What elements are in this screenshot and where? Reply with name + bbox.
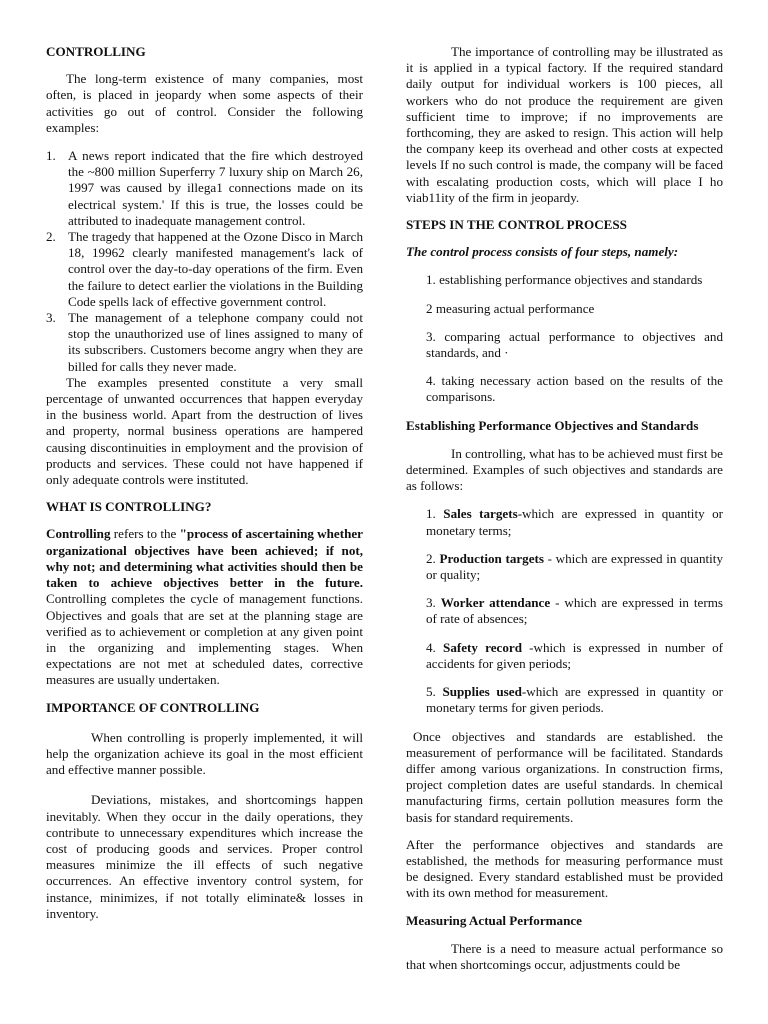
establishing-paragraph: In controlling, what has to be achieved must first be determined. Examples of such objectives and standards are as follows:	[406, 445, 723, 494]
definition-paragraph	[46, 526, 363, 688]
list-item-text: The tragedy that happened at the Ozone Disco in March 18, 19962 clearly manifested management's lack of control over the day-to-day operations of the firm. Even the failure to detect earlier the violations in the Building Code spells lack of effective government control.	[68, 229, 363, 309]
objective-text: - which are expressed in terms of rate of absences;	[426, 595, 723, 627]
objective-item	[426, 551, 723, 583]
importance-heading: IMPORTANCE OF CONTROLLING	[46, 699, 260, 715]
objective-number: 3.	[426, 595, 441, 611]
objective-term: Production targets	[439, 550, 544, 566]
right-column	[406, 44, 723, 973]
objective-term: Worker attendance	[440, 595, 551, 611]
list-item	[46, 310, 363, 375]
objective-text: -which are expressed in quantity or monetary terms;	[426, 506, 724, 538]
objective-term: Safety record	[443, 639, 522, 655]
objective-number: 1.	[426, 506, 444, 522]
list-item-text: A news report indicated that the fire which destroyed the ~800 million Superferry 7 luxury ship on March 26, 1997 was caused by illega1 connections made on its electrical system.' If this is true, the losses could be attributed to inadequate management control.	[68, 148, 363, 228]
definition-term: Controlling	[46, 526, 111, 542]
step-item: 1. establishing performance objectives and standards	[426, 272, 703, 288]
list-number: 1.	[46, 148, 56, 164]
after-paragraph: After the performance objectives and standards are established, the methods for measuring performance must be designed. Every standard established must be provided with its own method for measurement.	[406, 836, 723, 901]
list-number: 2.	[46, 229, 56, 245]
objective-number: 5.	[426, 684, 443, 700]
list-item	[46, 229, 363, 310]
measuring-heading: Measuring Actual Performance	[406, 912, 582, 928]
list-item-text: The management of a telephone company could not stop the unauthorized use of lines assigned to many of its subscribers. Customers become angry when they are billed for calls they never made.	[68, 310, 363, 374]
definition-bold: "process of ascertaining whether organizational objectives have been achieved; if not, why not; and determining what activities should then be taken to achieve objectives better in the future.	[46, 526, 363, 591]
objective-item	[426, 640, 723, 672]
objective-number: 4.	[426, 639, 444, 655]
what-is-controlling-heading: WHAT IS CONTROLLING?	[46, 499, 212, 515]
steps-intro: The control process consists of four steps, namely:	[406, 244, 679, 260]
steps-heading: STEPS IN THE CONTROL PROCESS	[406, 217, 627, 233]
left-column	[46, 44, 363, 922]
objective-text: -which are expressed in quantity or monetary terms for given periods.	[426, 684, 724, 716]
intro-paragraph: The long-term existence of many companies, most often, is placed in jeopardy when some aspects of their activities go out of control. Consider the following examples:	[46, 71, 363, 135]
examples-list	[46, 148, 363, 375]
factory-paragraph: The importance of controlling may be illustrated as it is applied in a typical factory. If the required standard daily output for individual workers is 100 pieces, all workers who do not produce the requirement are given sufficient time to improve; if no improvements are forthcoming, they are asked to resign. This action will help the company keep its overhead and other costs at expected levels If no such control is made, the company will be faced with escalating production costs, which will place I ho viab11ity of the firm in jeopardy.	[406, 44, 723, 205]
importance-paragraph-1: When controlling is properly implemented, it will help the organization achieve its goal in the most efficient and effective manner possible.	[46, 729, 363, 778]
step-item: 2 measuring actual performance	[426, 300, 595, 316]
objective-text: - which are expressed in quantity or quality;	[426, 550, 723, 583]
establishing-heading: Establishing Performance Objectives and Standards	[406, 417, 699, 433]
step-item: 4. taking necessary action based on the results of the comparisons.	[426, 373, 723, 405]
step-item: 3. comparing actual performance to objectives and standards, and ·	[426, 328, 723, 361]
objective-term: Sales targets	[443, 506, 518, 522]
objective-item	[426, 684, 723, 716]
once-paragraph: Once objectives and standards are established. the measurement of performance will be facilitated. Standards differ among various organizations. In construction firms, project completion dates are useful standards. ln chemical manufacturing firms, certain pollution measures form the basis for standard requirements.	[406, 728, 723, 825]
definition-refers: refers to the	[110, 526, 180, 542]
importance-paragraph-2: Deviations, mistakes, and shortcomings happen inevitably. When they occur in the daily operations, they contribute to unnecessary expenditures which increase the cost of producing goods and services. Proper control measures minimize the ill effects of such negative occurrences. An effective inventory control system, for instance, minimizes, if not totally eliminate& losses in inventory.	[46, 792, 363, 921]
objective-item	[426, 506, 723, 538]
measuring-paragraph: There is a need to measure actual performance so that when shortcomings occur, adjustments could be	[406, 940, 723, 972]
objective-text: -which is expressed in number of accidents for given periods;	[426, 639, 724, 671]
examples-summary: The examples presented constitute a very small percentage of unwanted occurrences that happen everyday in the business world. Apart from the destruction of lives and property, normal business operations are hampered causing discontinuities in employment and the provision of products and services. These could not have happened if only adequate controls were instituted.	[46, 374, 363, 488]
objective-term: Supplies used	[442, 684, 522, 700]
list-item	[46, 148, 363, 229]
controlling-heading: CONTROLLING	[46, 44, 146, 59]
list-number: 3.	[46, 310, 56, 326]
definition-rest: Controlling completes the cycle of management functions. Objectives and goals that are set at the planning stage are verified as to achievement or completion at any given point in the organizing and implementing stages. When expectations are not met at scheduled dates, corrective measures are usually undertaken.	[46, 591, 363, 688]
objective-number: 2.	[426, 550, 440, 566]
objective-item	[426, 595, 723, 627]
